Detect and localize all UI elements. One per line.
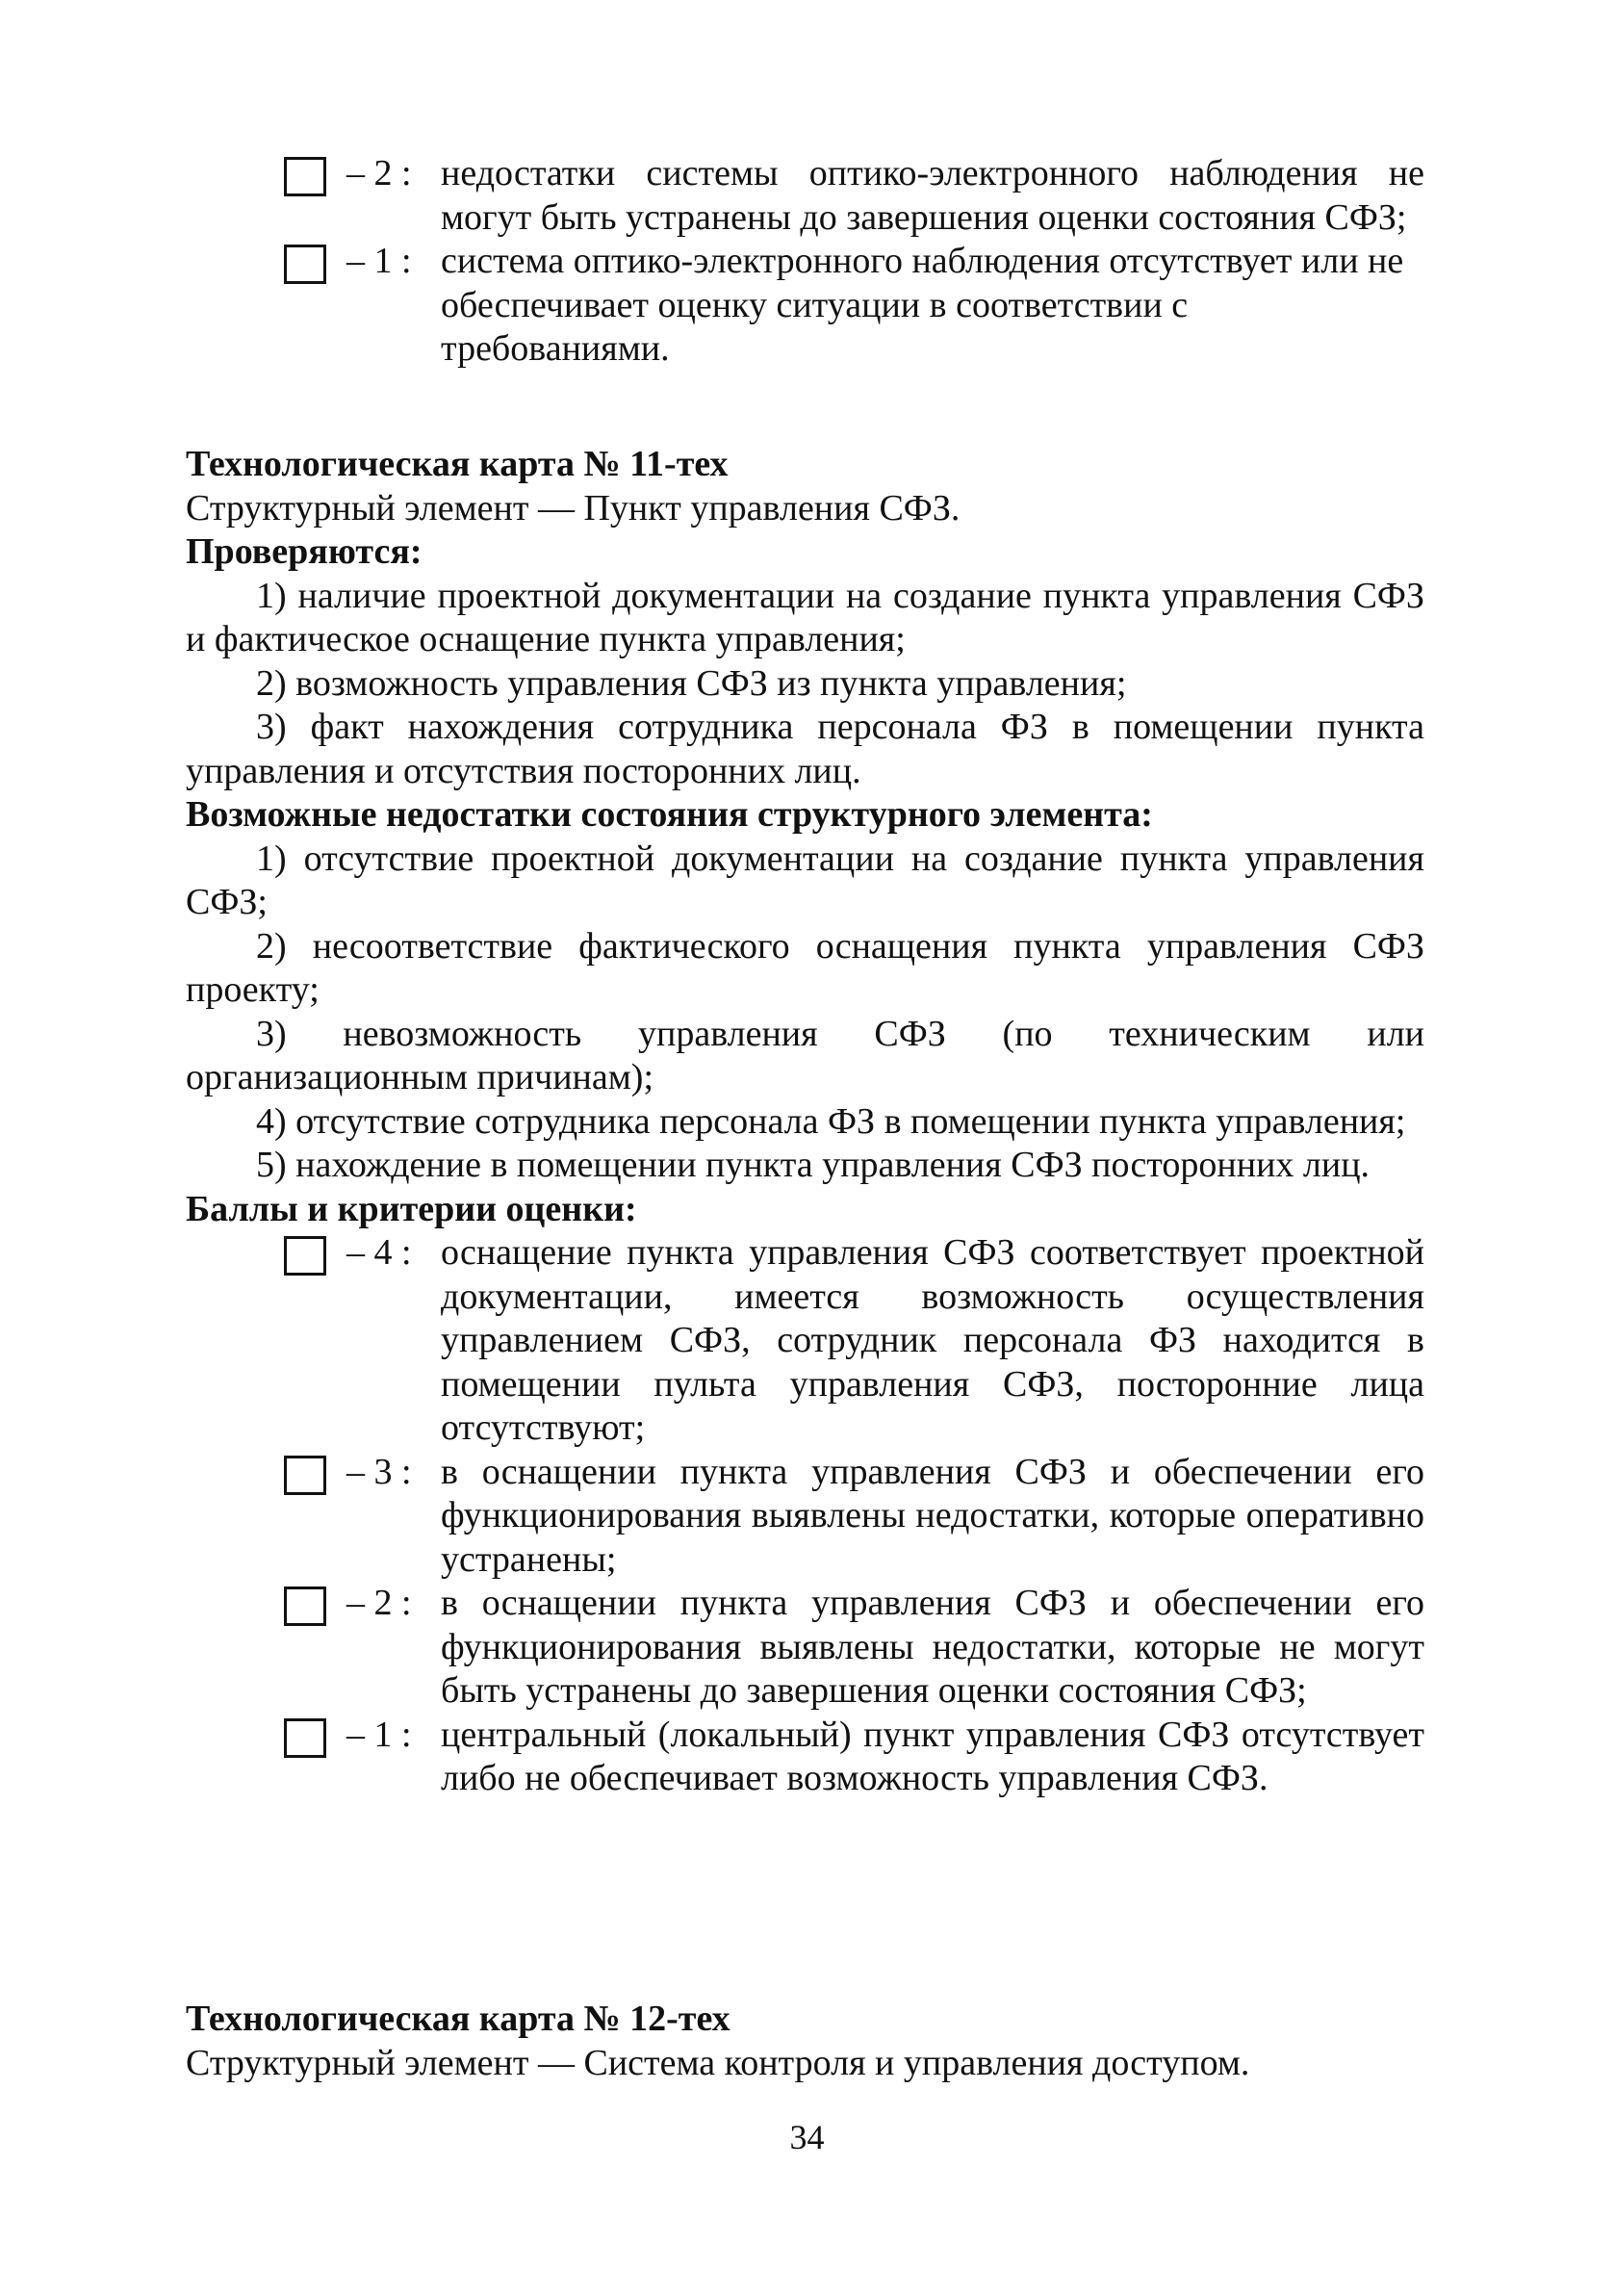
score-text: оснащение пункта управления СФЗ соответствует проектной документации, имеется возможность осуществления управлением СФЗ, сотрудник персонала ФЗ находится в помещении пульта управления СФЗ, посторонние лица отсутствуют; [441,1232,1424,1448]
score-code: – 4 : [346,1232,412,1273]
previous-card-criteria [186,152,1424,372]
score-code: – 1 : [346,1714,412,1755]
score-checkbox[interactable] [284,1718,326,1758]
card-12-section [186,1998,1424,2085]
score-text: центральный (локальный) пункт управления СФЗ отсутствует либо не обеспечивает возможность управления СФЗ. [441,1714,1424,1798]
score-checkbox[interactable] [284,1236,326,1276]
score-code: – 2 : [346,1583,412,1623]
scores-heading: Баллы и критерии оценки: [186,1188,637,1229]
criterion-checkbox[interactable] [284,245,326,284]
checked-heading: Проверяются: [186,531,423,572]
deficiency-item: 3) невозможность управления СФЗ (по техническим или организационным причинам); [186,1013,1424,1097]
score-code: – 3 : [346,1451,412,1492]
criterion-item [186,152,1424,240]
score-criterion [186,1451,1424,1583]
score-checkbox[interactable] [284,1456,326,1495]
criterion-text: система оптико-электронного наблюдения отсутствует или не обеспечивает оценку ситуации в соответствии с требованиями. [441,241,1404,369]
score-criterion [186,1231,1424,1451]
card-12-title: Технологическая карта № 12-тех [186,1999,730,2039]
card-11-structural-element: Структурный элемент — Пункт управления СФЗ. [186,487,961,529]
checked-item: 1) наличие проектной документации на создание пункта управления СФЗ и фактическое оснащение пункта управления; [186,575,1424,659]
page-number: 34 [789,2118,825,2156]
criterion-checkbox[interactable] [284,157,326,196]
deficiencies-heading: Возможные недостатки состояния структурного элемента: [186,794,1153,835]
criterion-code: – 1 : [346,241,412,281]
score-text: в оснащении пункта управления СФЗ и обеспечении его функционирования выявлены недостатки, которые не могут быть устранены до завершения оценки состояния СФЗ; [441,1583,1424,1711]
deficiency-item: 5) нахождение в помещении пункта управления СФЗ посторонних лиц. [256,1145,1371,1185]
score-checkbox[interactable] [284,1587,326,1626]
card-11-title: Технологическая карта № 11-тех [186,444,729,484]
card-11-section [186,443,1424,1801]
deficiency-item: 1) отсутствие проектной документации на создание пункта управления СФЗ; [186,838,1424,922]
deficiency-item: 2) несоответствие фактического оснащения пункта управления СФЗ проекту; [186,925,1424,1010]
criterion-item [186,240,1424,372]
criterion-text: недостатки системы оптико-электронного наблюдения не могут быть устранены до завершения оценки состояния СФЗ; [441,153,1424,238]
criterion-code: – 2 : [346,153,412,193]
score-criterion [186,1582,1424,1714]
card-12-structural-element: Структурный элемент — Система контроля и управления доступом. [186,2042,1250,2083]
deficiency-item: 4) отсутствие сотрудника персонала ФЗ в помещении пункта управления; [256,1100,1406,1142]
score-criterion [186,1714,1424,1801]
checked-item: 3) факт нахождения сотрудника персонала ФЗ в помещении пункта управления и отсутствия посторонних лиц. [186,707,1424,791]
score-text: в оснащении пункта управления СФЗ и обеспечении его функционирования выявлены недостатки, которые оперативно устранены; [441,1451,1424,1580]
checked-item: 2) возможность управления СФЗ из пункта управления; [256,662,1127,704]
